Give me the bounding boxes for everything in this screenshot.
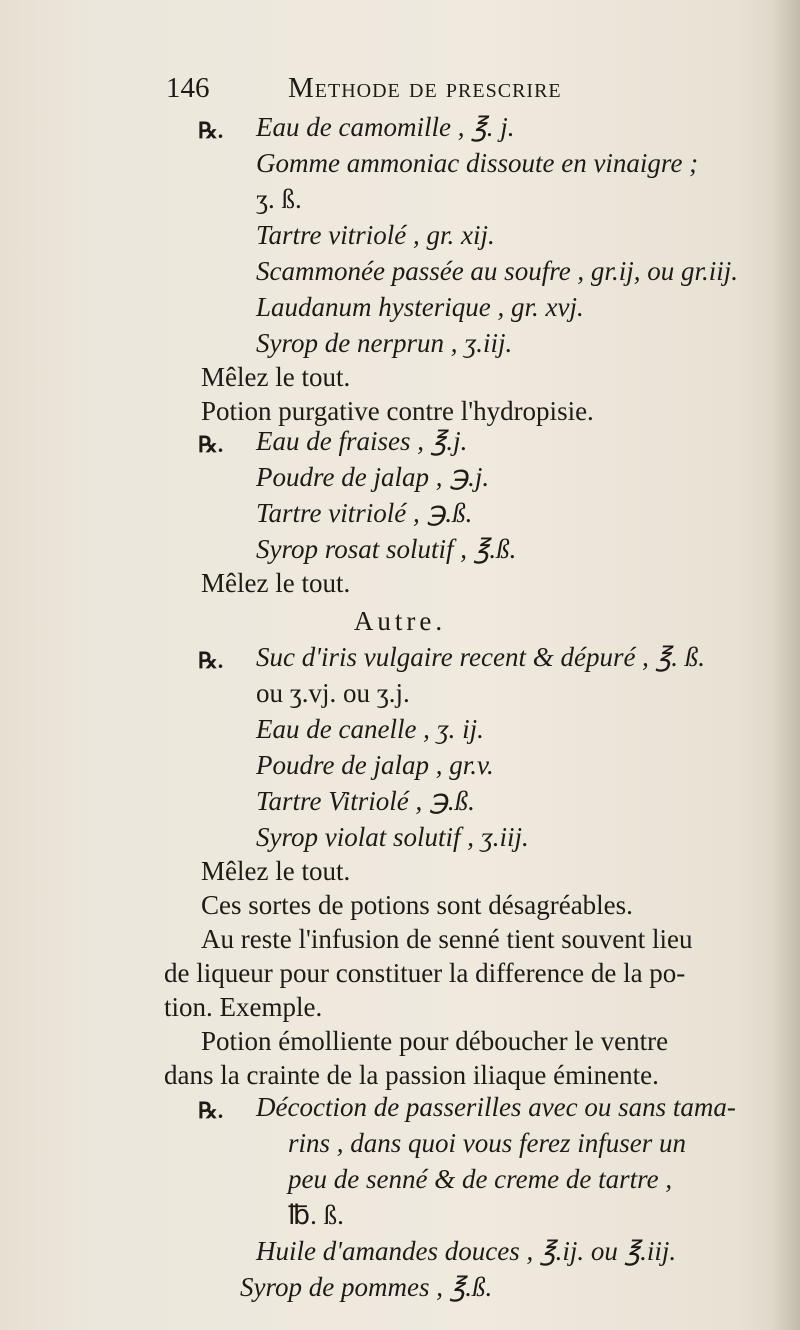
recipe-title: Potion purgative contre l'hydropisie. <box>201 396 594 426</box>
instruction-line: Mêlez le tout. <box>201 856 351 886</box>
ingredient-line: Poudre de jalap , ℈.j. <box>256 462 490 492</box>
rx-symbol: ℞. <box>198 118 224 143</box>
ingredient-line: Huile d'amandes douces , ℥.ij. ou ℥.iij. <box>256 1236 677 1266</box>
ingredient-line: Syrop de pommes , ℥.ß. <box>240 1272 493 1302</box>
ingredient-line: Syrop violat solutif , ʒ.iij. <box>256 822 529 852</box>
ingredient-line: Eau de fraises , ℥.j. <box>256 426 468 456</box>
body-line: de liqueur pour constituer la difference de la po- <box>164 958 686 988</box>
ingredient-line: Poudre de jalap , gr.v. <box>256 750 494 780</box>
section-heading: Autre. <box>353 606 447 636</box>
instruction-line: Mêlez le tout. <box>201 568 351 598</box>
instruction-line: Mêlez le tout. <box>201 362 351 392</box>
ingredient-line: Scammonée passée au soufre , gr.ij, ou gr.iij. <box>256 256 738 286</box>
ingredient-line: Tartre Vitriolé , ℈.ß. <box>256 786 475 816</box>
ingredient-line: Laudanum hysterique , gr. xvj. <box>256 292 584 322</box>
ingredient-line: Suc d'iris vulgaire recent & dépuré , ℥. ß. <box>256 642 706 672</box>
body-line: Ces sortes de potions sont désagréables. <box>201 890 633 920</box>
ingredient-line: Syrop de nerprun , ʒ.iij. <box>256 328 513 358</box>
rx-symbol: ℞. <box>198 432 224 457</box>
rx-symbol: ℞. <box>198 1098 224 1123</box>
dose-line: ou ʒ.vj. ou ʒ.j. <box>256 678 410 708</box>
body-line: tion. Exemple. <box>164 992 323 1022</box>
page-header <box>166 72 686 112</box>
running-title: Methode de prescrire <box>288 72 562 104</box>
ingredient-line: Décoction de passerilles avec ou sans tama- <box>256 1092 736 1122</box>
ingredient-line: Syrop rosat solutif , ℥.ß. <box>256 534 517 564</box>
ingredient-line: Gomme ammoniac dissoute en vinaigre ; <box>256 148 699 178</box>
ingredient-line: rins , dans quoi vous ferez infuser un <box>288 1128 686 1158</box>
body-line: Potion émolliente pour déboucher le ventre <box>201 1026 669 1056</box>
ingredient-line: Tartre vitriolé , gr. xij. <box>256 220 495 250</box>
body-line: dans la crainte de la passion iliaque éminente. <box>164 1060 659 1090</box>
body-line: Au reste l'infusion de senné tient souvent lieu <box>201 924 693 954</box>
dose-line: ʒ. ß. <box>256 184 302 214</box>
page-spine-shadow <box>772 0 800 1330</box>
ingredient-line: Eau de canelle , ʒ. ij. <box>256 714 484 744</box>
ingredient-line: Eau de camomille , ℥. j. <box>256 112 515 142</box>
page-number: 146 <box>166 72 210 104</box>
rx-symbol: ℞. <box>198 648 224 673</box>
ingredient-line: peu de senné & de creme de tartre , <box>288 1164 673 1194</box>
dose-line: ℔. ß. <box>288 1200 344 1230</box>
ingredient-line: Tartre vitriolé , ℈.ß. <box>256 498 473 528</box>
